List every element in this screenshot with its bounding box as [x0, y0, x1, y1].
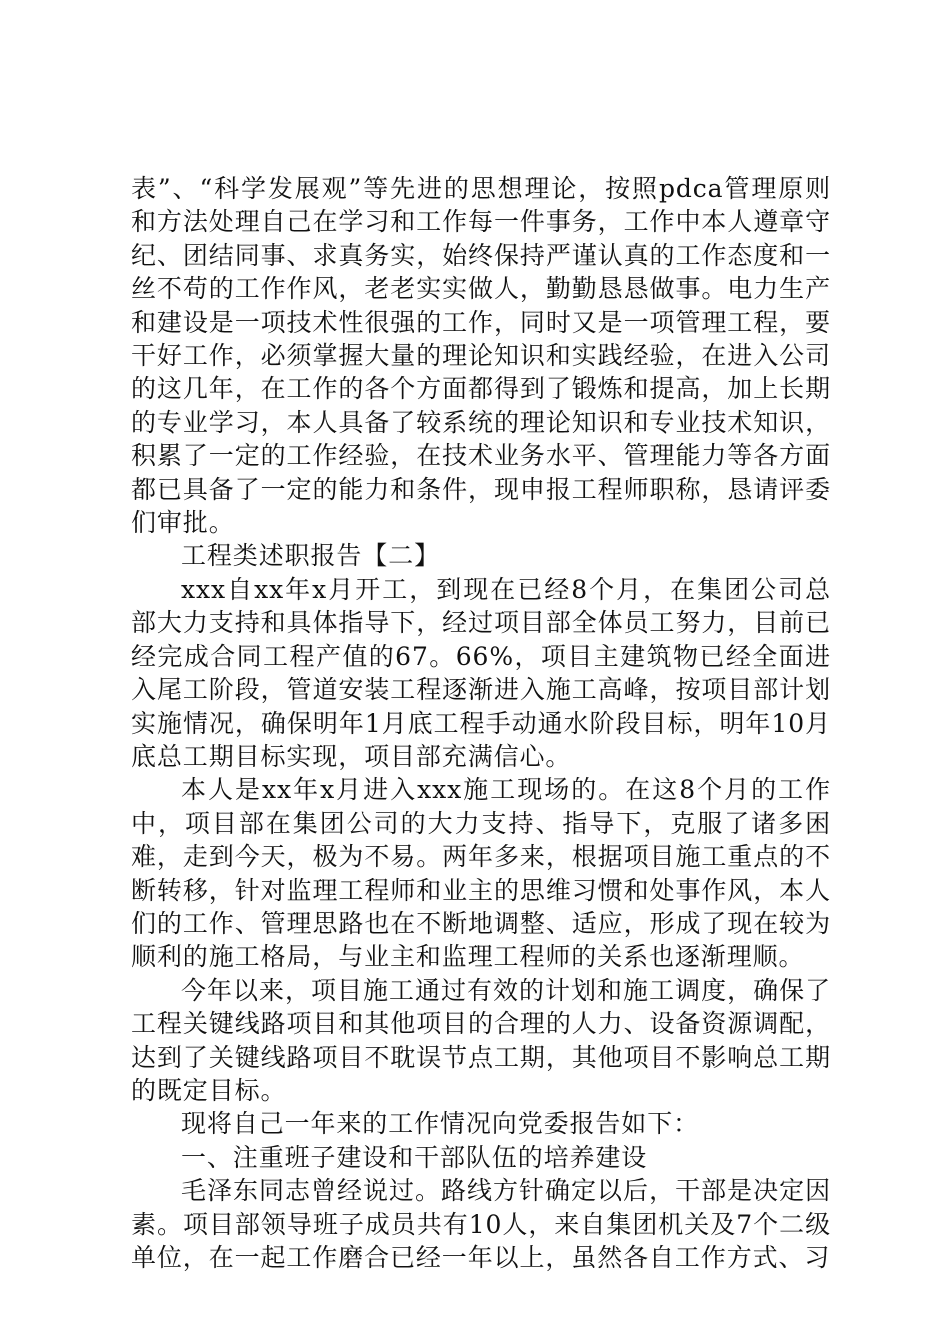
document-body	[131, 172, 831, 1274]
subsection-heading: 一、注重班子建设和干部队伍的培养建设	[181, 1142, 648, 1172]
paragraph-report-intro: 现将自己一年来的工作情况向党委报告如下：	[181, 1109, 700, 1139]
paragraph-this-year: 今年以来，项目施工通过有效的计划和施工调度，确保了工程关键线路项目和其他项目的合理的人力、设备资源调配，达到了关键线路项目不耽误节点工期，其他项目不影响总工期的既定目标。	[131, 975, 831, 1105]
paragraph-project-progress: xxx自xx年x月开工，到现在已经8个月，在集团公司总部大力支持和具体指导下，经过项目部全体员工努力，目前已经完成合同工程产值的67。66%，项目主建筑物已经全面进入尾工阶段，管道安装工程逐渐进入施工高峰，按项目部计划实施情况，确保明年1月底工程手动通水阶段目标，明年10月底总工期目标实现，项目部充满信心。	[131, 574, 831, 771]
paragraph-personal-experience: 本人是xx年x月进入xxx施工现场的。在这8个月的工作中，项目部在集团公司的大力支持、指导下，克服了诸多困难，走到今天，极为不易。两年多来，根据项目施工重点的不断转移，针对监理工程师和业主的思维习惯和处事作风，本人们的工作、管理思路也在不断地调整、适应，形成了现在较为顺利的施工格局，与业主和监理工程师的关系也逐渐理顺。	[131, 775, 831, 972]
paragraph-team-building: 毛泽东同志曾经说过。路线方针确定以后，干部是决定因素。项目部领导班子成员共有10人，来自集团机关及7个二级单位，在一起工作磨合已经一年以上，虽然各自工作方式、习	[131, 1176, 831, 1272]
section-heading: 工程类述职报告【二】	[181, 541, 441, 571]
paragraph-continuation: 表”、“科学发展观”等先进的思想理论，按照pdca管理原则和方法处理自己在学习和工作每一件事务，工作中本人遵章守纪、团结同事、求真务实，始终保持严谨认真的工作态度和一丝不苟的工作作风，老老实实做人，勤勤恳恳做事。电力生产和建设是一项技术性很强的工作，同时又是一项管理工程，要干好工作，必须掌握大量的理论知识和实践经验，在进入公司的这几年，在工作的各个方面都得到了锻炼和提高，加上长期的专业学习，本人具备了较系统的理论知识和专业技术知识，积累了一定的工作经验，在技术业务水平、管理能力等各方面都已具备了一定的能力和条件，现申报工程师职称，恳请评委们审批。	[131, 174, 831, 538]
